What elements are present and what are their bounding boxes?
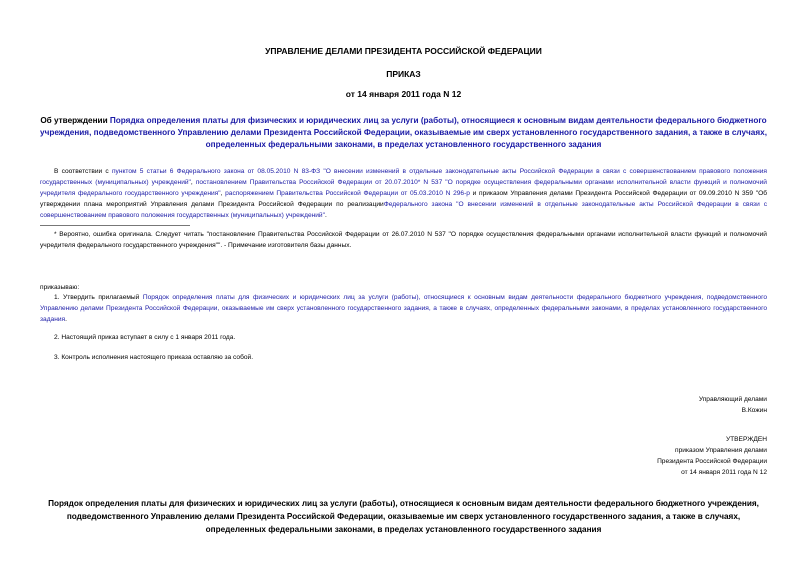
signature-name: В.Кожин [741, 407, 767, 414]
order-item-1-link[interactable]: Порядок определения платы для физических и юридических лиц за услуги (работы), относящиеся к основным видам деятельности федерального бюджетного учреждения, подведомственного Управлению делами Президента Российской Федерации, оказываемые им сверх установленного государственного задания, а также в случаях, определенных федеральными законами, в пределах установленного государственного задания [40, 294, 767, 323]
title-prefix: Об утверждении [40, 116, 110, 125]
preamble-paragraph [40, 166, 767, 221]
preamble-link-resolution-537[interactable]: постановлением Правительства Российской Федерации от 20.07.2010* N 537 "О порядке осуществления федеральными органами исполнительной власти функций и полномочий учредителя федерального государственного учреждения" [40, 179, 767, 197]
approval-line-1: УТВЕРЖДЕН [725, 436, 767, 443]
preamble-link-law-83fz[interactable]: пунктом 5 статьи 6 Федерального закона от 08.05.2010 N 83-ФЗ "О внесении изменений в отдельные законодательные акты Российской Федерации в связи с совершенствованием правового положения государственных (муниципальных) учреждений" [40, 168, 768, 186]
annex-title: Порядок определения платы для физических и юридических лиц за услуги (работы), относящиеся к основным видам деятельности федерального бюджетного учреждения, подведомственного Управлению делами Президента Российской Федерации, оказываемые им сверх установленного государственного задания, а также в случаях, определенных федеральными законами, в пределах установленного государственного задания [48, 499, 759, 534]
preamble-text-1: В соответствии с [54, 168, 112, 175]
preamble-text-4: и приказом Управления делами Президента Российской Федерации от 09.09.2010 N 359 "Об утверждении плана мероприятий Управления делами Президента Российской Федерации по реализации [40, 190, 767, 208]
order-item-2: 2. Настоящий приказ вступает в силу с 1 января 2011 года. [54, 334, 236, 341]
preamble-text-3: , [220, 190, 226, 197]
order-item-3: 3. Контроль исполнения настоящего приказа оставляю за собой. [54, 354, 254, 361]
signature-position: Управляющий делами [698, 396, 767, 403]
order-item-1 [40, 292, 767, 325]
footnote-divider [40, 225, 190, 226]
approval-line-2: приказом Управления делами [675, 447, 767, 454]
preamble-link-federal-law[interactable]: Федерального закона "О внесении изменений в отдельные законодательные акты Российской Федерации в связи с совершенствованием правового положения государственных (муниципальных) учреждений" [40, 201, 767, 219]
approval-line-3: Президента Российской Федерации [657, 458, 767, 465]
order-item-1-suffix: . [65, 316, 67, 323]
order-intro: приказываю: [40, 284, 80, 291]
footnote: * Вероятно, ошибка оригинала. Следует читать "постановление Правительства Российской Федерации от 26.07.2010 N 537 "О порядке осуществления федеральными органами исполнительной власти функций и полномочий учредителя федерального государственного учреждения"". - Примечание изготовителя базы данных. [40, 231, 767, 249]
approval-line-4: от 14 января 2011 года N 12 [681, 469, 767, 476]
date-number-heading: от 14 января 2011 года N 12 [345, 89, 462, 99]
preamble-link-order-296r[interactable]: распоряжением Правительства Российской Федерации от 05.03.2010 N 296-р [225, 190, 470, 197]
preamble-text-2: , [190, 179, 196, 186]
doc-type-heading: ПРИКАЗ [386, 69, 421, 79]
document-title [40, 115, 767, 151]
agency-heading: УПРАВЛЕНИЕ ДЕЛАМИ ПРЕЗИДЕНТА РОССИЙСКОЙ ФЕДЕРАЦИИ [265, 46, 542, 56]
preamble-text-5: . [324, 212, 327, 219]
title-link[interactable]: Порядка определения платы для физических и юридических лиц за услуги (работы), относящиеся к основным видам деятельности федерального бюджетного учреждения, подведомственного Управлению делами Президента Российской Федерации, оказываемые им сверх установленного государственного задания, а также в случаях, определенных федеральными законами, в пределах установленного государственного задания [40, 116, 767, 149]
order-item-1-prefix: 1. Утвердить прилагаемый [54, 294, 143, 301]
